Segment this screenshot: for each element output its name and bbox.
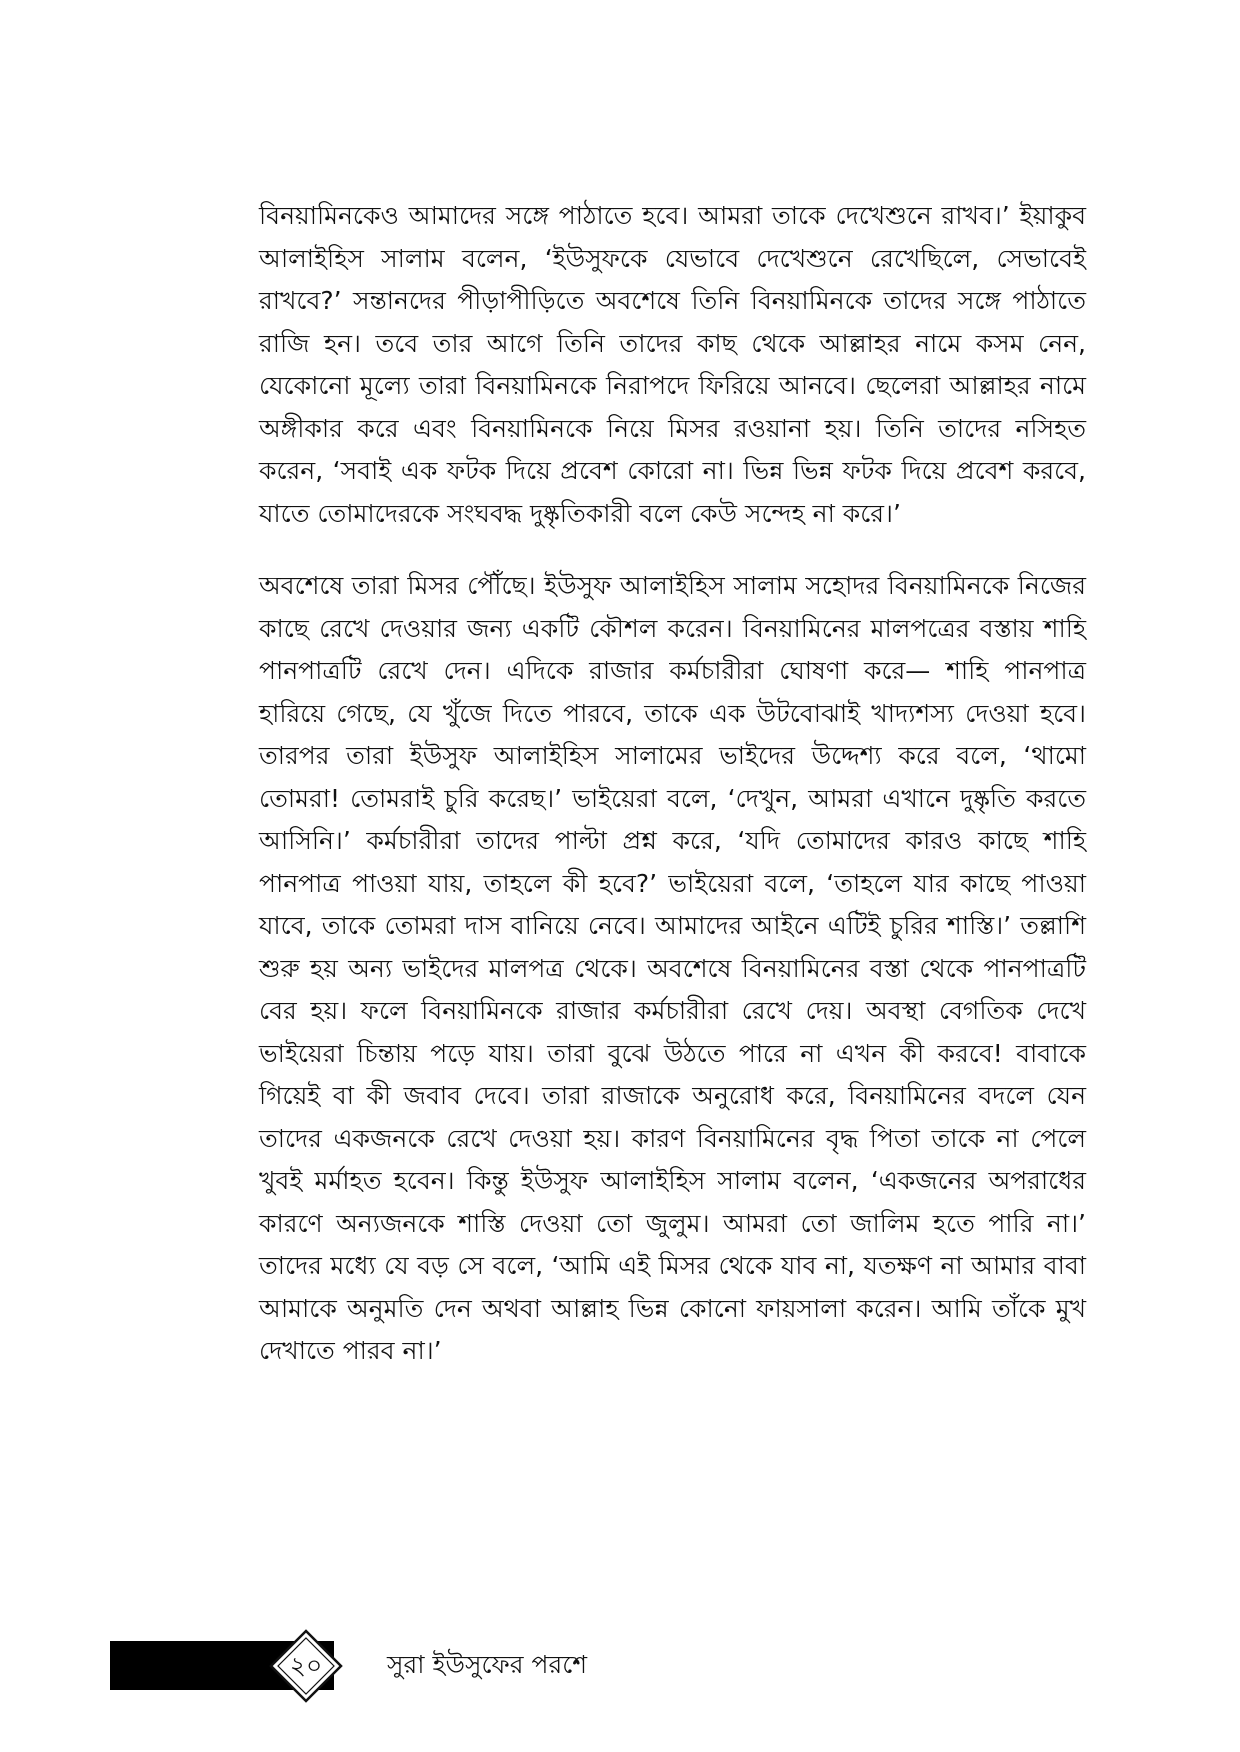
body-text [259, 195, 1086, 1373]
paragraph-2: অবশেষে তারা মিসর পৌঁছে। ইউসুফ আলাইহিস সালাম সহোদর বিনয়ামিনকে নিজের কাছে রেখে দেওয়ার জন্য একটি কৌশল করেন। বিনয়ামিনের মালপত্রের বস্তায় শাহি পানপাত্রটি রেখে দেন। এদিকে রাজার কর্মচারীরা ঘোষণা করে— শাহি পানপাত্র হারিয়ে গেছে, যে খুঁজে দিতে পারবে, তাকে এক উটবোঝাই খাদ্যশস্য দেওয়া হবে। তারপর তারা ইউসুফ আলাইহিস সালামের ভাইদের উদ্দেশ্য করে বলে, ‘থামো তোমরা! তোমরাই চুরি করেছ।’ ভাইয়েরা বলে, ‘দেখুন, আমরা এখানে দুষ্কৃতি করতে আসিনি।’ কর্মচারীরা তাদের পাল্টা প্রশ্ন করে, ‘যদি তোমাদের কারও কাছে শাহি পানপাত্র পাওয়া যায়, তাহলে কী হবে?’ ভাইয়েরা বলে, ‘তাহলে যার কাছে পাওয়া যাবে, তাকে তোমরা দাস বানিয়ে নেবে। আমাদের আইনে এটিই চুরির শাস্তি।’ তল্লাশি শুরু হয় অন্য ভাইদের মালপত্র থেকে। অবশেষে বিনয়ামিনের বস্তা থেকে পানপাত্রটি বের হয়। ফলে বিনয়ামিনকে রাজার কর্মচারীরা রেখে দেয়। অবস্থা বেগতিক দেখে ভাইয়েরা চিন্তায় পড়ে যায়। তারা বুঝে উঠতে পারে না এখন কী করবে! বাবাকে গিয়েই বা কী জবাব দেবে। তারা রাজাকে অনুরোধ করে, বিনয়ামিনের বদলে যেন তাদের একজনকে রেখে দেওয়া হয়। কারণ বিনয়ামিনের বৃদ্ধ পিতা তাকে না পেলে খুবই মর্মাহত হবেন। কিন্তু ইউসুফ আলাইহিস সালাম বলেন, ‘একজনের অপরাধের কারণে অন্যজনকে শাস্তি দেওয়া তো জুলুম। আমরা তো জালিম হতে পারি না।’ তাদের মধ্যে যে বড় সে বলে, ‘আমি এই মিসর থেকে যাব না, যতক্ষণ না আমার বাবা আমাকে অনুমতি দেন অথবা আল্লাহ ভিন্ন কোনো ফায়সালা করেন। আমি তাঁকে মুখ দেখাতে পারব না।’ [259, 571, 1086, 1365]
book-title: সুরা ইউসুফের পরশে [387, 1650, 588, 1679]
page-number: ২০ [289, 1651, 323, 1680]
paragraph-1: বিনয়ামিনকেও আমাদের সঙ্গে পাঠাতে হবে। আমরা তাকে দেখেশুনে রাখব।’ ইয়াকুব আলাইহিস সালাম বলেন, ‘ইউসুফকে যেভাবে দেখেশুনে রেখেছিলে, সেভাবেই রাখবে?’ সন্তানদের পীড়াপীড়িতে অবশেষে তিনি বিনয়ামিনকে তাদের সঙ্গে পাঠাতে রাজি হন। তবে তার আগে তিনি তাদের কাছ থেকে আল্লাহর নামে কসম নেন, যেকোনো মূল্যে তারা বিনয়ামিনকে নিরাপদে ফিরিয়ে আনবে। ছেলেরা আল্লাহর নামে অঙ্গীকার করে এবং বিনয়ামিনকে নিয়ে মিসর রওয়ানা হয়। তিনি তাদের নসিহত করেন, ‘সবাই এক ফটক দিয়ে প্রবেশ কোরো না। ভিন্ন ভিন্ন ফটক দিয়ে প্রবেশ করবে, যাতে তোমাদেরকে সংঘবদ্ধ দুষ্কৃতিকারী বলে কেউ সন্দেহ না করে।’ [259, 201, 1086, 528]
page-footer [0, 1612, 1240, 1722]
